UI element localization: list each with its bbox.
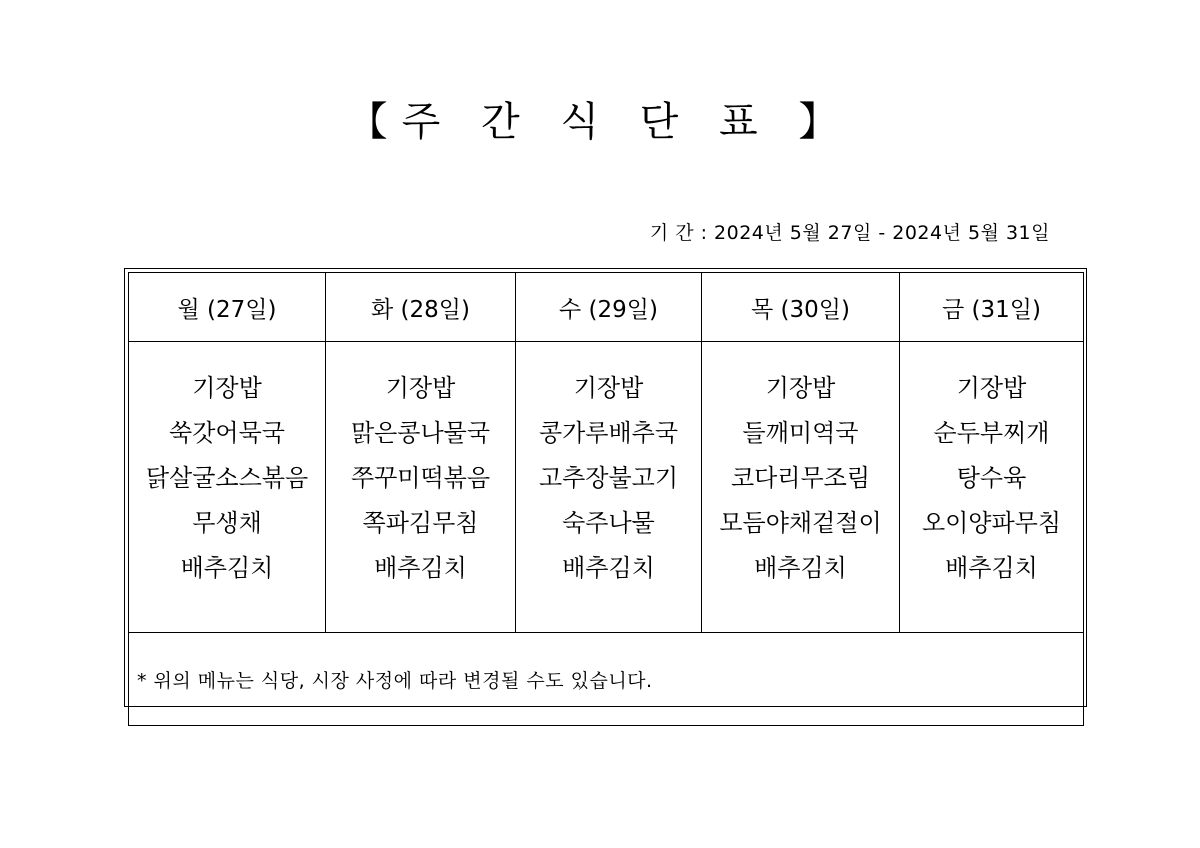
menu-item: 배추김치 <box>374 554 467 582</box>
day-header-wed: 수 (29일) <box>516 273 702 342</box>
page-title: 【주 간 식 단 표 】 <box>347 99 853 145</box>
menu-item: 들깨미역국 <box>742 419 859 447</box>
menu-item: 고추장불고기 <box>538 464 679 492</box>
menu-cell-wed <box>516 342 702 633</box>
day-header-tue: 화 (28일) <box>326 273 516 342</box>
menu-cell-mon <box>129 342 326 633</box>
day-header-mon: 월 (27일) <box>129 273 326 342</box>
day-header-row <box>129 273 1084 342</box>
menu-item: 모듬야채겉절이 <box>719 509 882 537</box>
menu-item: 쑥갓어묵국 <box>169 419 285 447</box>
menu-cell-fri <box>900 342 1084 633</box>
menu-item: 기장밥 <box>573 374 644 402</box>
menu-item: 쪽파김무침 <box>362 509 479 537</box>
menu-item: 숙주나물 <box>562 509 655 537</box>
menu-item: 콩가루배추국 <box>538 419 679 447</box>
menu-item: 기장밥 <box>385 374 456 402</box>
menu-item: 맑은콩나물국 <box>350 419 491 447</box>
menu-item: 기장밥 <box>765 374 836 402</box>
day-header-fri: 금 (31일) <box>900 273 1084 342</box>
menu-item: 탕수육 <box>956 464 1027 492</box>
menu-period: 기 간 : 2024년 5월 27일 - 2024년 5월 31일 <box>649 222 1050 244</box>
menu-cell-thu <box>702 342 900 633</box>
menu-cell-tue <box>326 342 516 633</box>
menu-item: 오이양파무침 <box>921 509 1062 537</box>
menu-table-frame <box>124 268 1087 707</box>
menu-item: 기장밥 <box>192 374 262 402</box>
note-row <box>129 633 1084 726</box>
menu-item: 배추김치 <box>754 554 847 582</box>
menu-item: 배추김치 <box>945 554 1038 582</box>
menu-note: * 위의 메뉴는 식당, 시장 사정에 따라 변경될 수도 있습니다. <box>129 633 1084 726</box>
menu-item: 닭살굴소스볶음 <box>145 464 309 492</box>
menu-item: 순두부찌개 <box>933 419 1050 447</box>
menu-item: 코다리무조림 <box>730 464 871 492</box>
menu-item: 배추김치 <box>562 554 655 582</box>
day-header-thu: 목 (30일) <box>702 273 900 342</box>
weekly-menu-table <box>128 272 1084 726</box>
menu-item: 무생채 <box>192 509 262 537</box>
menu-item: 기장밥 <box>956 374 1027 402</box>
menu-items-row <box>129 342 1084 633</box>
menu-item: 쭈꾸미떡볶음 <box>350 464 491 492</box>
menu-item: 배추김치 <box>180 554 274 582</box>
